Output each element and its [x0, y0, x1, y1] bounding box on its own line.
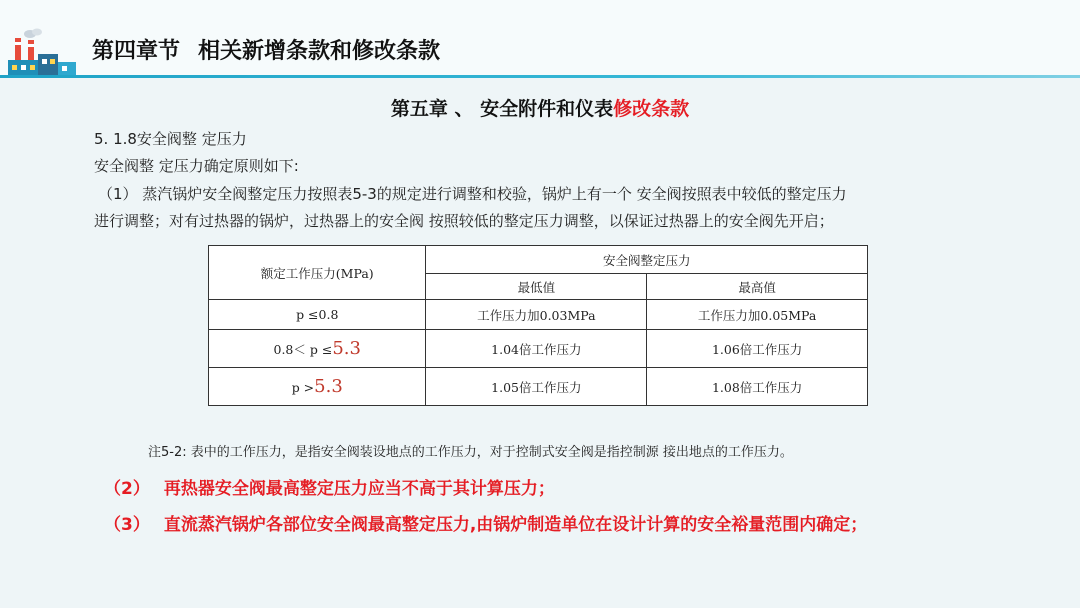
- section-title-main: 第五章 、 安全附件和仪表: [390, 98, 614, 120]
- list-item: [104, 510, 867, 535]
- list-item: [104, 474, 555, 499]
- paragraph-line-1: （1） 蒸汽锅炉安全阀整定压力按照表5-3的规定进行调整和校验，锅炉上有一个 安全阀按照表中较低的整定压力: [98, 185, 847, 203]
- table-row: [209, 300, 868, 330]
- condition-value: 0.8: [318, 307, 339, 322]
- item-text: 直流蒸汽锅炉各部位安全阀最高整定压力,由锅炉制造单位在设计计算的安全裕量范围内确定；: [163, 515, 868, 535]
- row-condition: [209, 330, 426, 368]
- row-min: 工作压力加0.03MPa: [426, 300, 647, 330]
- row-max: 1.06倍工作压力: [647, 330, 868, 368]
- pressure-table-grid: [208, 245, 868, 406]
- section-title: [0, 94, 1080, 121]
- paragraph-line-2: 进行调整；对有过热器的锅炉，过热器上的安全阀 按照较低的整定压力调整，以保证过热器上的安全阀先开启；: [94, 212, 834, 230]
- item-index: （2）: [104, 479, 150, 499]
- table-row: [209, 330, 868, 368]
- condition-value: 5.3: [314, 376, 343, 397]
- row-max: 1.08倍工作压力: [647, 368, 868, 406]
- row-condition: [209, 300, 426, 330]
- item-index: （3）: [104, 515, 150, 535]
- header-bar: [0, 0, 1080, 76]
- clause-heading: 5. 1.8安全阀整 定压力: [94, 130, 247, 148]
- row-min: 1.05倍工作压力: [426, 368, 647, 406]
- item-text: 再热器安全阀最高整定压力应当不高于其计算压力；: [163, 479, 555, 499]
- pressure-table: [208, 245, 868, 405]
- section-title-highlight: 修改条款: [613, 98, 690, 120]
- header-min-value: 最低值: [426, 274, 647, 300]
- table-note: 注5-2: 表中的工作压力，是指安全阀装设地点的工作压力，对于控制式安全阀是指控制源 接出地点的工作压力。: [148, 445, 793, 460]
- header-divider: [0, 75, 1080, 78]
- table-row: [209, 368, 868, 406]
- row-condition: [209, 368, 426, 406]
- condition-prefix: p ≤: [296, 307, 319, 322]
- chapter-title: 相关新增条款和修改条款: [198, 39, 441, 64]
- condition-prefix: p >: [291, 380, 315, 395]
- condition-value: 5.3: [332, 338, 361, 359]
- header-set-pressure: 安全阀整定压力: [426, 246, 868, 274]
- clause-intro: 安全阀整 定压力确定原则如下:: [94, 157, 299, 175]
- chapter-label: 第四章节: [92, 39, 181, 64]
- factory-icon: [6, 28, 78, 76]
- condition-prefix: 0.8＜ p ≤: [273, 342, 333, 357]
- page-title: [92, 34, 440, 65]
- header-rated-pressure: 额定工作压力(MPa): [209, 246, 426, 300]
- row-min: 1.04倍工作压力: [426, 330, 647, 368]
- header-max-value: 最高值: [647, 274, 868, 300]
- row-max: 工作压力加0.05MPa: [647, 300, 868, 330]
